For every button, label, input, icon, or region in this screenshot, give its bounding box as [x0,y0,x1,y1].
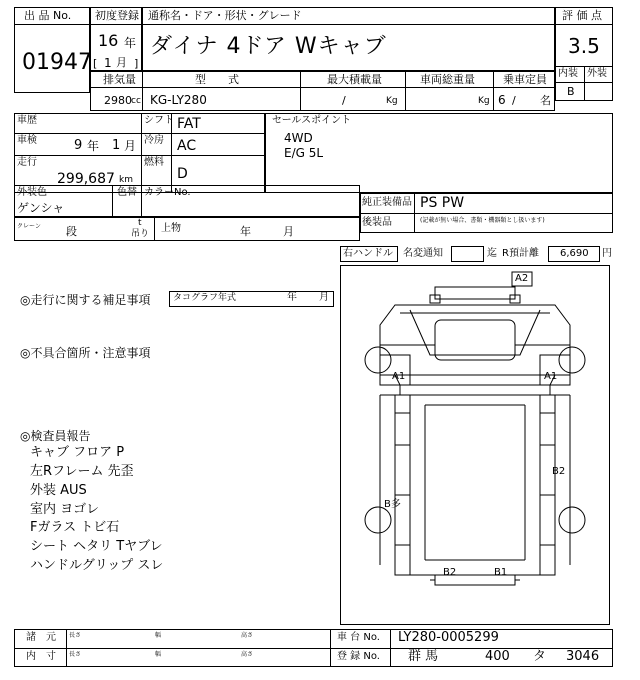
inspection-year-unit: 年 [87,139,100,153]
tachograph-label: タコグラフ年式 [173,293,237,303]
damage-b1-bottom: B1 [494,567,508,578]
mileage-unit: km [119,175,133,185]
damage-b2-bottom: B2 [443,567,457,578]
damage-a1-right: A1 [544,371,558,382]
chassis-number: LY280-0005299 [398,630,499,645]
model-code-label: 型 式 [195,73,239,86]
model-name: ダイナ 4ドア Wキャブ [150,34,387,59]
chassis-label: 車 台 No. [337,632,380,643]
capacity-unit: 名 [540,94,551,107]
registration-label: 登 録 No. [337,651,380,662]
interior-height-label: 高さ [241,651,254,658]
interior-grade: B [567,85,575,98]
aftermarket-note: (記載が無い場合、書類・機器類とし扱います) [420,217,545,224]
sales-points-label: セールスポイント [272,115,352,126]
score-label: 評 価 点 [562,9,602,22]
tachograph-month-unit: 月 [319,292,329,303]
color-code-label: カラーNo. [144,187,191,198]
aircon-label: 冷房 [144,135,164,146]
report-line-7: ハンドルグリップ スレ [30,558,164,573]
score-value: 3.5 [568,34,600,58]
inspection-month: 1 [112,138,121,153]
crane-label: クレーン [17,223,41,230]
inspection-month-unit: 月 [124,139,137,153]
report-line-3: 外装 AUS [30,483,87,498]
report-line-1: キャブ フロア P [30,445,125,460]
registration-number: 3046 [566,649,600,664]
dims-label: 諸 元 [26,632,56,643]
month-unit: 月 [116,56,127,69]
gross-weight-unit: Kg [478,96,490,106]
dims-width-label: 幅 [155,632,162,639]
damage-b-left: B多 [384,499,401,510]
lot-number-label: 出 品 No. [24,9,72,22]
inspector-title: ◎検査員報告 [20,429,91,443]
dims-length-label: 長さ [69,632,82,639]
truck-diagram [340,265,610,625]
exterior-color-value: ゲンシャ [17,201,65,215]
first-registration-label: 初度登録 [95,9,139,22]
inspection-label: 車検 [17,135,37,146]
report-line-4: 室内 ヨゴレ [30,502,100,517]
report-line-2: 左Rフレーム 先歪 [30,464,134,479]
r-distance-label: R預計離 [502,248,539,259]
factory-equipment-label: 純正装備品 [362,197,412,208]
max-load-label: 最大積載量 [327,73,382,86]
mileage-label: 走行 [17,157,37,168]
registration-class: 400 [485,649,510,664]
fuel-value: D [177,166,188,182]
registration-kana: タ [533,649,547,664]
exterior-color-label: 外装色 [17,187,47,198]
interior-width-label: 幅 [155,651,162,658]
body-label: 上物 [161,223,181,234]
details-left-block [14,113,265,193]
first-registration-year: 16 [98,31,119,50]
dims-height-label: 高さ [241,632,254,639]
damage-a1-left: A1 [392,371,406,382]
tachograph-year-unit: 年 [287,292,297,303]
mileage-value: 299,687 [57,171,115,187]
capacity: 6 [498,93,506,107]
month-bracket-right: ] [134,57,139,70]
report-line-6: シート ヘタリ Tヤブレ [30,539,163,554]
interior-dims-label: 内 寸 [26,651,56,662]
capacity-slash: / [512,94,516,107]
shift-label: シフト [144,115,174,126]
capacity-label: 乗車定員 [503,73,547,86]
name-change-label: 名変通知 [403,248,443,259]
max-load-unit: Kg [386,96,398,106]
history-label: 車歴 [17,115,37,126]
name-change-date-box [451,246,484,262]
month-bracket-left: [ [93,57,98,70]
supplement-title: ◎走行に関する補足事項 [20,293,151,307]
defects-title: ◎不具合箇所・注意事項 [20,346,151,360]
fuel-label: 燃料 [144,157,164,168]
color-change-label: 色替 [117,187,137,198]
aftermarket-label: 後装品 [362,217,392,228]
damage-b2-right: B2 [552,466,566,477]
lot-number: 01947 [22,50,92,75]
first-registration-month: 1 [104,56,112,70]
sales-point-line-1: 4WD [284,131,313,145]
factory-equipment-value: PS PW [420,195,465,211]
displacement: 2980 [104,94,132,107]
sales-point-line-2: E/G 5L [284,146,324,160]
r-distance-unit: 円 [602,248,612,259]
crane-stage-unit: 段 [66,225,77,238]
crane-hang-unit: 吊り [131,229,150,239]
body-month-unit: 月 [283,225,294,238]
inspection-year: 9 [74,138,83,153]
body-year-unit: 年 [240,225,251,238]
year-unit: 年 [124,36,137,50]
exterior-grade-label: 外装 [587,68,607,79]
gross-weight-label: 車両総重量 [420,73,475,86]
damage-a2: A2 [515,273,529,284]
report-line-5: Fガラス トビ石 [30,520,120,535]
max-load-slash: / [342,94,346,107]
displacement-label: 排気量 [103,73,136,86]
shift-value: FAT [177,116,201,132]
aircon-value: AC [177,138,197,154]
rhd-label: 右ハンドル [343,248,393,259]
crane-ton-unit: t [138,218,142,228]
interior-length-label: 長さ [69,651,82,658]
registration-area: 群 馬 [408,649,439,664]
model-code: KG-LY280 [150,93,207,107]
name-change-until: 迄 [487,248,497,259]
interior-grade-label: 内装 [558,68,578,79]
r-distance-value: 6,690 [560,248,589,259]
cc-unit: cc [131,96,141,106]
model-name-label: 通称名・ドア・形状・グレード [148,9,302,22]
